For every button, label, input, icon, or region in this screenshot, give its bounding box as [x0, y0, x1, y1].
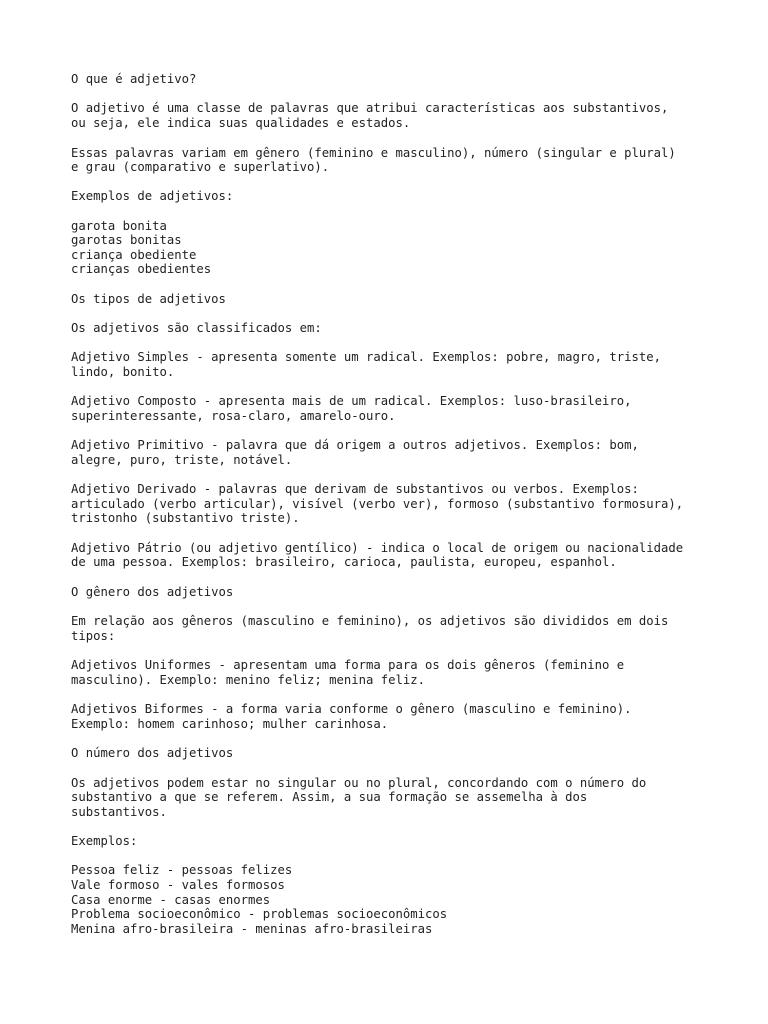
text-line: garota bonita: [71, 219, 167, 233]
text-line: criança obediente: [71, 248, 197, 262]
text-line: Pessoa feliz - pessoas felizes: [71, 863, 293, 877]
text-line: Essas palavras variam em gênero (feminino e masculino), número (singular e plural): [71, 146, 676, 160]
text-line: Adjetivo Composto - apresenta mais de um radical. Exemplos: luso-brasileiro,: [71, 394, 632, 408]
text-line: Exemplos:: [71, 834, 138, 848]
text-line: Exemplos de adjetivos:: [71, 189, 234, 203]
text-line: tipos:: [71, 629, 116, 643]
text-line: Adjetivo Pátrio (ou adjetivo gentílico) - indica o local de origem ou nacionalidade: [71, 541, 684, 555]
text-line: Casa enorme - casas enormes: [71, 893, 271, 907]
text-line: Problema socioeconômico - problemas socioeconômicos: [71, 907, 448, 921]
text-line: O gênero dos adjetivos: [71, 585, 234, 599]
text-line: de uma pessoa. Exemplos: brasileiro, carioca, paulista, europeu, espanhol.: [71, 555, 617, 569]
text-line: Exemplo: homem carinhoso; mulher carinhosa.: [71, 717, 389, 731]
text-line: O número dos adjetivos: [71, 746, 234, 760]
text-line: e grau (comparativo e superlativo).: [71, 160, 330, 174]
text-line: masculino). Exemplo: menino feliz; menina feliz.: [71, 673, 426, 687]
text-line: Menina afro-brasileira - meninas afro-brasileiras: [71, 922, 433, 936]
text-line: Adjetivo Primitivo - palavra que dá origem a outros adjetivos. Exemplos: bom,: [71, 438, 639, 452]
text-line: Em relação aos gêneros (masculino e feminino), os adjetivos são divididos em dois: [71, 614, 669, 628]
text-line: Adjetivo Derivado - palavras que derivam de substantivos ou verbos. Exemplos:: [71, 482, 639, 496]
text-line: alegre, puro, triste, notável.: [71, 453, 293, 467]
text-line: crianças obedientes: [71, 262, 212, 276]
text-line: garotas bonitas: [71, 233, 182, 247]
text-line: Adjetivos Biformes - a forma varia conforme o gênero (masculino e feminino).: [71, 702, 632, 716]
text-line: Os tipos de adjetivos: [71, 292, 226, 306]
text-line: articulado (verbo articular), visível (verbo ver), formoso (substantivo formosura),: [71, 497, 684, 511]
text-line: ou seja, ele indica suas qualidades e estados.: [71, 116, 411, 130]
text-line: Vale formoso - vales formosos: [71, 878, 285, 892]
text-line: Os adjetivos podem estar no singular ou no plural, concordando com o número do: [71, 776, 647, 790]
text-line: tristonho (substantivo triste).: [71, 511, 300, 525]
text-line: lindo, bonito.: [71, 365, 175, 379]
text-line: O adjetivo é uma classe de palavras que atribui características aos substantivos,: [71, 101, 669, 115]
text-line: O que é adjetivo?: [71, 72, 197, 86]
text-line: superinteressante, rosa-claro, amarelo-ouro.: [71, 409, 396, 423]
text-line: substantivos.: [71, 805, 167, 819]
text-line: substantivo a que se referem. Assim, a sua formação se assemelha à dos: [71, 790, 588, 804]
text-line: Adjetivo Simples - apresenta somente um radical. Exemplos: pobre, magro, triste,: [71, 350, 662, 364]
text-line: Os adjetivos são classificados em:: [71, 321, 322, 335]
text-line: Adjetivos Uniformes - apresentam uma forma para os dois gêneros (feminino e: [71, 658, 625, 672]
